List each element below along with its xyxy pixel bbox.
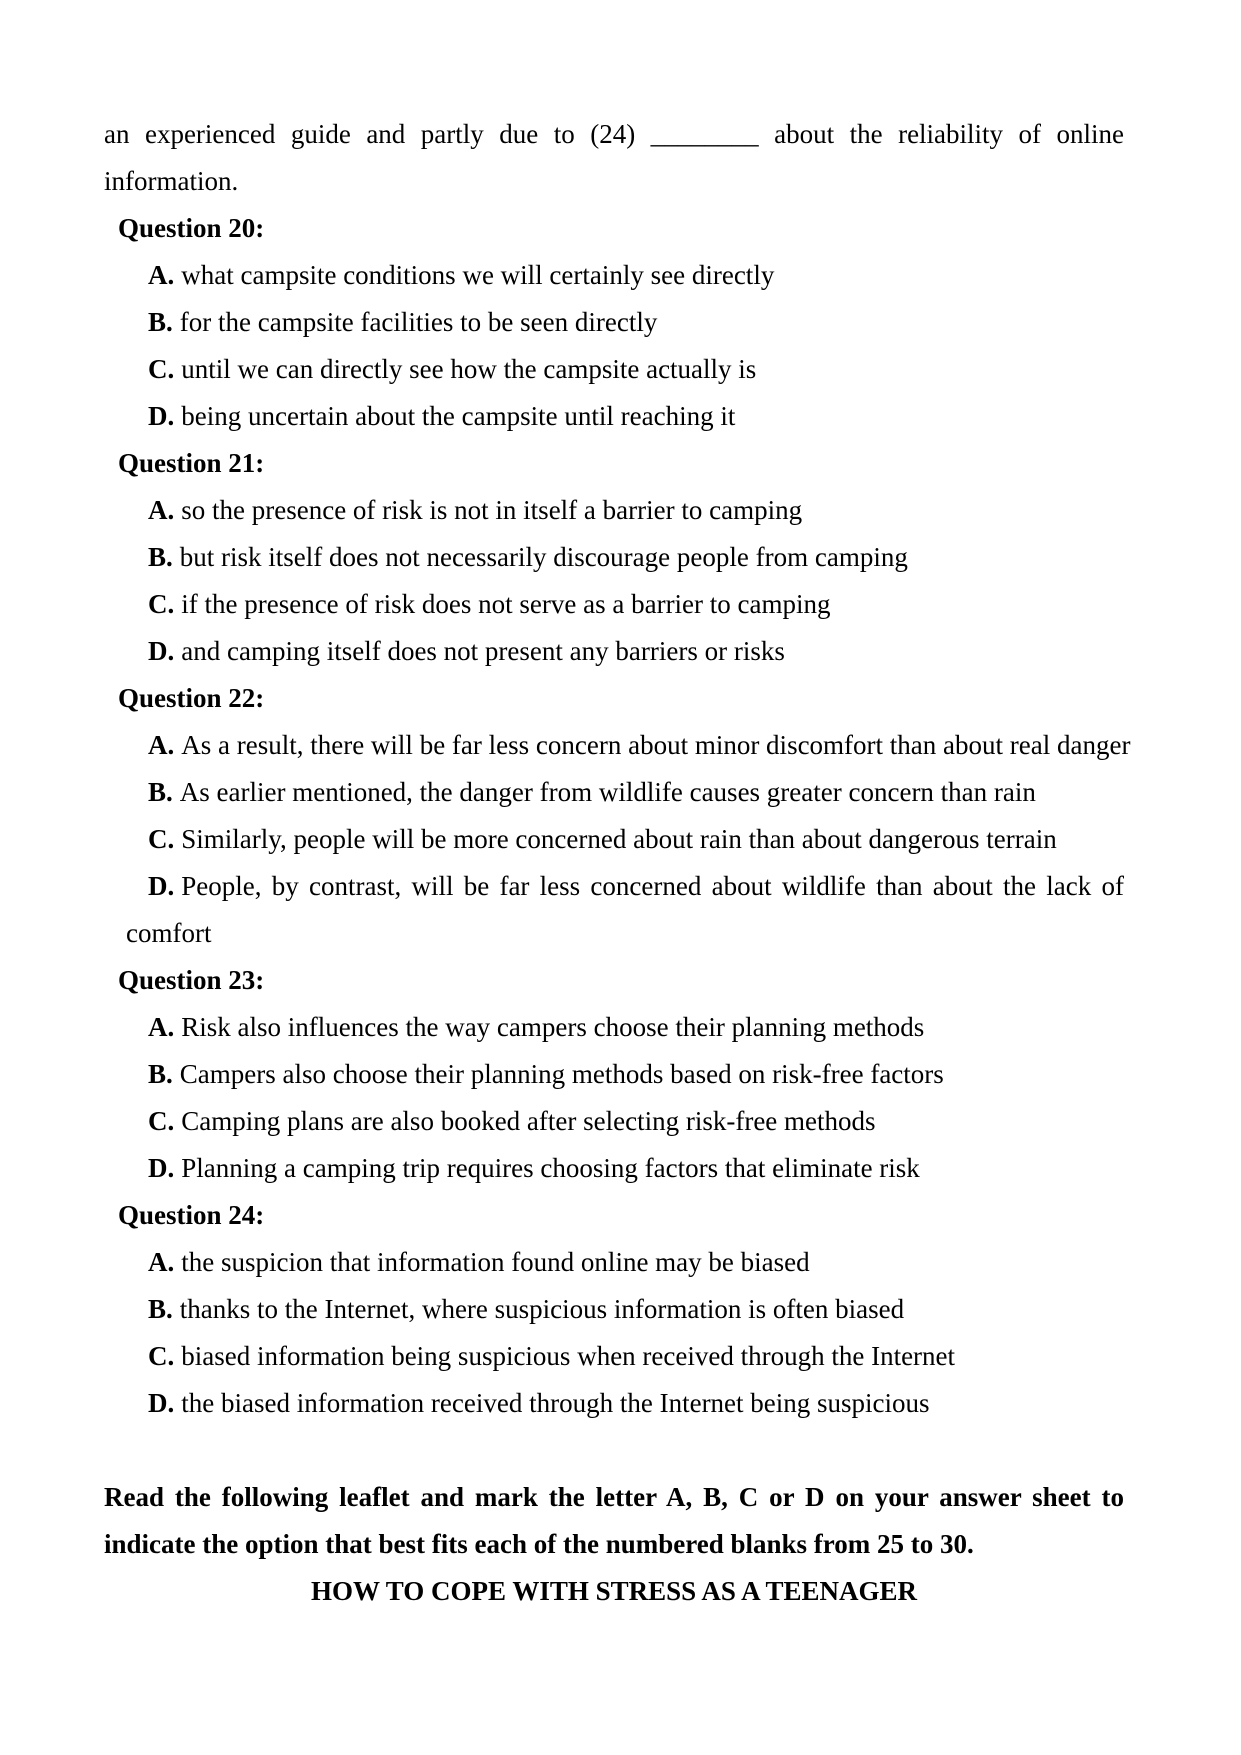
question-20-option-b — [104, 299, 1124, 346]
paragraph-gap — [104, 1427, 1124, 1474]
question-24-option-c — [104, 1333, 1124, 1380]
option-letter: B. — [148, 777, 173, 807]
question-21-option-b — [104, 534, 1124, 581]
question-21-option-c — [104, 581, 1124, 628]
question-22-option-a — [104, 722, 1131, 769]
question-23-option-c — [104, 1098, 1124, 1145]
option-letter: A. — [148, 260, 175, 290]
question-20-option-c — [104, 346, 1124, 393]
option-letter: B. — [148, 1059, 173, 1089]
question-24-option-b — [104, 1286, 1124, 1333]
question-20-option-a — [104, 252, 1124, 299]
instruction-line-1: Read the following leaflet and mark the letter A, B, C or D on your answer sheet to — [104, 1482, 1124, 1512]
option-text: the biased information received through the Internet being suspicious — [181, 1388, 930, 1418]
option-letter: D. — [148, 401, 175, 431]
question-22-option-d-line-1 — [104, 863, 1124, 910]
option-letter: B. — [148, 307, 173, 337]
question-23-option-b — [104, 1051, 1124, 1098]
option-letter: D. — [148, 871, 175, 901]
question-23-label: Question 23: — [118, 965, 265, 995]
option-text: until we can directly see how the campsite actually is — [181, 354, 757, 384]
option-letter: C. — [148, 1106, 175, 1136]
option-letter: D. — [148, 636, 175, 666]
option-text: if the presence of risk does not serve as a barrier to camping — [181, 589, 831, 619]
question-21-option-a — [104, 487, 1124, 534]
question-24-label: Question 24: — [118, 1200, 265, 1230]
option-letter: D. — [148, 1153, 175, 1183]
question-24-block — [104, 1192, 1124, 1427]
leaflet-title: HOW TO COPE WITH STRESS AS A TEENAGER — [311, 1576, 917, 1606]
option-letter: B. — [148, 542, 173, 572]
question-22-block — [104, 675, 1131, 957]
option-letter: A. — [148, 730, 175, 760]
option-text: thanks to the Internet, where suspicious information is often biased — [179, 1294, 905, 1324]
question-23-option-d — [104, 1145, 1124, 1192]
question-21-block — [104, 440, 1124, 675]
option-letter: D. — [148, 1388, 175, 1418]
question-21-label: Question 21: — [118, 448, 265, 478]
option-letter: C. — [148, 589, 175, 619]
intro-paragraph-line-2: information. — [104, 166, 239, 196]
option-text: Campers also choose their planning methods based on risk-free factors — [179, 1059, 944, 1089]
option-text: the suspicion that information found online may be biased — [181, 1247, 810, 1277]
option-letter: C. — [148, 354, 175, 384]
question-22-option-c — [104, 816, 1124, 863]
option-text: so the presence of risk is not in itself a barrier to camping — [181, 495, 803, 525]
question-20-option-d — [104, 393, 1124, 440]
option-letter: A. — [148, 1012, 175, 1042]
option-letter: A. — [148, 1247, 175, 1277]
question-23-option-a — [104, 1004, 1124, 1051]
option-text: Risk also influences the way campers choose their planning methods — [181, 1012, 925, 1042]
question-23-block — [104, 957, 1124, 1192]
option-text: As earlier mentioned, the danger from wildlife causes greater concern than rain — [179, 777, 1036, 807]
question-24-option-d — [104, 1380, 1124, 1427]
option-text: but risk itself does not necessarily discourage people from camping — [179, 542, 908, 572]
option-text: People, by contrast, will be far less concerned about wildlife than about the lack of — [181, 871, 1124, 901]
intro-paragraph-line-1: an experienced guide and partly due to (24) ________ about the reliability of online — [104, 119, 1124, 149]
option-text: Camping plans are also booked after selecting risk-free methods — [181, 1106, 876, 1136]
option-text: As a result, there will be far less concern about minor discomfort than about real danger — [181, 730, 1131, 760]
option-text: what campsite conditions we will certainly see directly — [181, 260, 775, 290]
question-22-label: Question 22: — [118, 683, 265, 713]
option-text: Similarly, people will be more concerned about rain than about dangerous terrain — [181, 824, 1057, 854]
option-letter: A. — [148, 495, 175, 525]
option-letter: C. — [148, 824, 175, 854]
question-24-option-a — [104, 1239, 1124, 1286]
question-22-option-d-line-2: comfort — [126, 918, 212, 948]
question-20-label: Question 20: — [118, 213, 265, 243]
option-text: for the campsite facilities to be seen directly — [179, 307, 658, 337]
option-text: biased information being suspicious when received through the Internet — [181, 1341, 956, 1371]
question-22-option-b — [104, 769, 1124, 816]
question-21-option-d — [104, 628, 1124, 675]
option-text: Planning a camping trip requires choosing factors that eliminate risk — [181, 1153, 920, 1183]
option-letter: C. — [148, 1341, 175, 1371]
option-text: and camping itself does not present any barriers or risks — [181, 636, 785, 666]
option-letter: B. — [148, 1294, 173, 1324]
question-20-block — [104, 205, 1124, 440]
option-text: being uncertain about the campsite until reaching it — [181, 401, 736, 431]
instruction-line-2: indicate the option that best fits each of the numbered blanks from 25 to 30. — [104, 1529, 974, 1559]
